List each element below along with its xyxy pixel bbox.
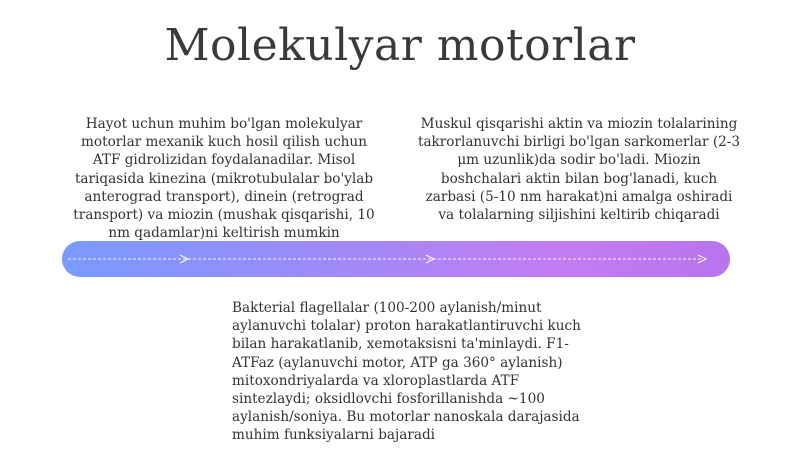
right-text-block: Muskul qisqarishi aktin va miozin tolalarining takrorlanuvchi birligi bo'lgan sarkomerlar (2-3 μm uzunlik)da sodir bo'ladi. Miozin boshchalari aktin bilan bog'lanadi, kuch zarbasi (5-10 nm harakat)ni amalga oshiradi va tolalarning siljishini keltirib chiqaradi [417,116,741,224]
left-text-block: Hayot uchun muhim bo'lgan molekulyar motorlar mexanik kuch hosil qilish uchun ATF gidrolizidan foydalanadilar. Misol tariqasida kinezina (mikrotubulalar bo'ylab anterograd transport), dinein (retrograd transport) va miozin (mushak qisqarishi, 10 nm qadamlar)ni keltirish mumkin [73,116,375,242]
slide-title: Molekulyar motorlar [164,20,636,71]
decorative-band [62,241,730,277]
bottom-text-block: Bakterial flagellalar (100-200 aylanish/minut aylanuvchi tolalar) proton harakatlantiruvchi kuch bilan harakatlanib, xemotaksisni ta'minlaydi. F1-ATFaz (aylanuvchi motor, ATP ga 360° aylanish) mitoxondriyalarda va xloroplastlarda ATF sintezlaydi; oksidlovchi fosforillanishda ~100 aylanish/soniya. Bu motorlar nanoskala darajasida muhim funksiyalarni bajaradi [232,300,581,444]
band-arrows-graphic [62,241,730,277]
